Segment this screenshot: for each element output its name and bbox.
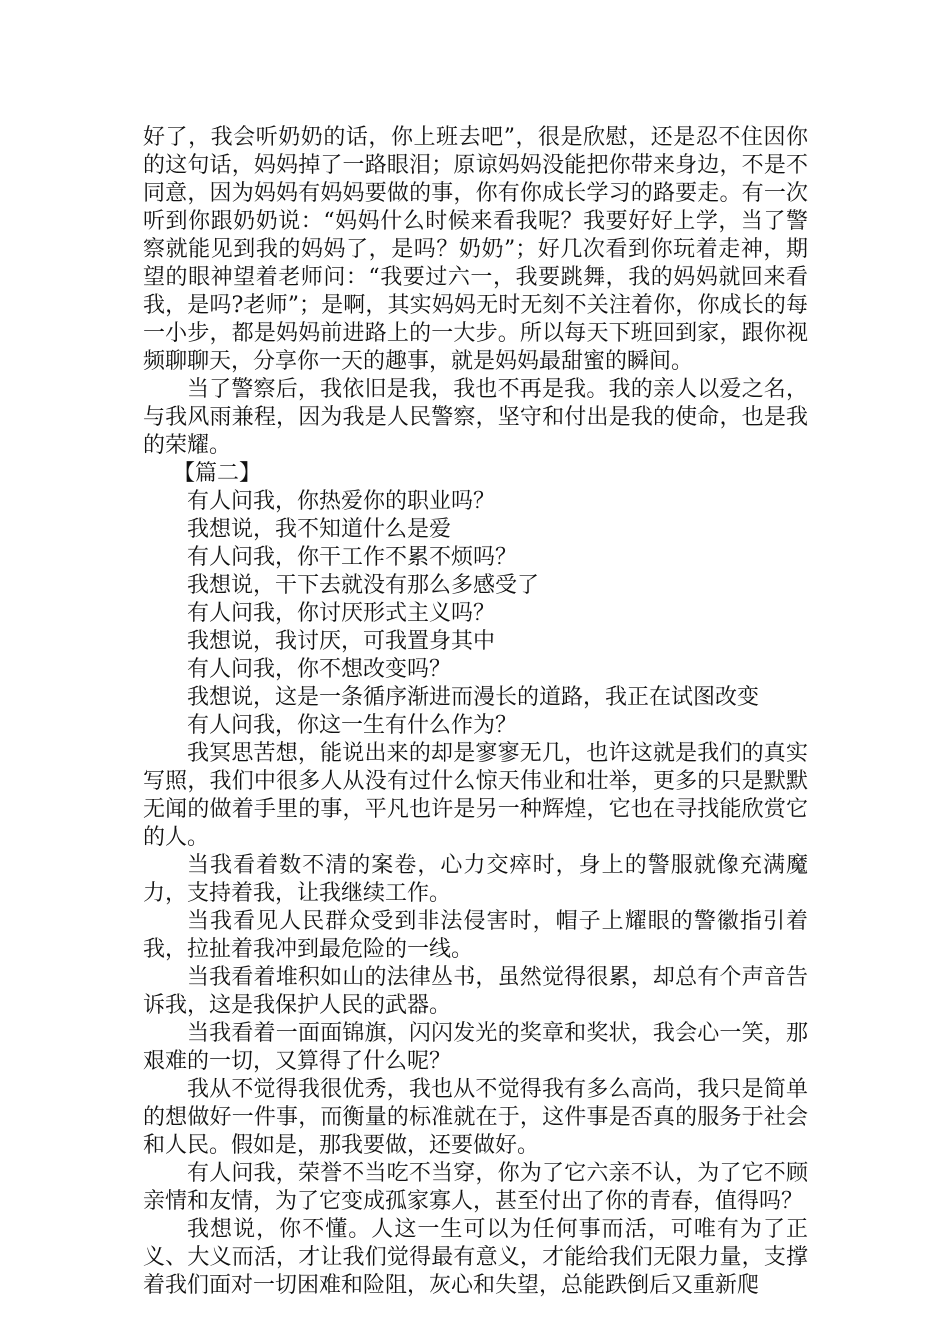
question-line: 有人问我，你干工作不累不烦吗？ <box>187 545 518 570</box>
paragraph: 当我看着数不清的案卷，心力交瘁时，身上的警服就像充满魔力，支持着我，让我继续工作。 <box>143 853 808 906</box>
paragraph-continued: 好了，我会听奶奶的话，你上班去吧”，很是欣慰，还是忍不住因你的这句话，妈妈掉了一路眼泪；原谅妈妈没能把你带来身边，不是不同意，因为妈妈有妈妈要做的事，你有你成长学习的路要走。有一次听到你跟奶奶说：“妈妈什么时候来看我呢？我要好好上学，当了警察就能见到我的妈妈了，是吗？奶奶”；好几次看到你玩着走神，期望的眼神望着老师问：“我要过六一，我要跳舞，我的妈妈就回来看我，是吗?老师”；是啊，其实妈妈无时无刻不关注着你，你成长的每一小步，都是妈妈前进路上的一大步。所以每天下班回到家，跟你视频聊聊天，分享你一天的趣事，就是妈妈最甜蜜的瞬间。 <box>143 125 808 374</box>
question-line: 有人问我，你不想改变吗？ <box>187 657 452 682</box>
section-heading: 【篇二】 <box>173 461 262 486</box>
paragraph: 当我看着堆积如山的法律丛书，虽然觉得很累，却总有个声音告诉我，这是我保护人民的武器。 <box>143 965 808 1018</box>
answer-line: 我想说，我讨厌，可我置身其中 <box>187 629 496 654</box>
document-page <box>143 124 808 1300</box>
question-line: 有人问我，你讨厌形式主义吗？ <box>187 601 496 626</box>
answer-line: 我想说，这是一条循序渐进而漫长的道路，我正在试图改变 <box>187 685 760 710</box>
answer-line: 我想说，我不知道什么是爱 <box>187 517 452 542</box>
paragraph: 我从不觉得我很优秀，我也从不觉得我有多么高尚，我只是简单的想做好一件事，而衡量的标准就在于，这件事是否真的服务于社会和人民。假如是，那我要做，还要做好。 <box>143 1077 808 1158</box>
paragraph: 有人问我，荣誉不当吃不当穿，你为了它六亲不认，为了它不顾亲情和友情，为了它变成孤家寡人，甚至付出了你的青春，值得吗？ <box>143 1161 808 1214</box>
question-line: 有人问我，你热爱你的职业吗？ <box>187 489 496 514</box>
answer-line: 我想说，干下去就没有那么多感受了 <box>187 573 540 598</box>
paragraph: 我想说，你不懂。人这一生可以为任何事而活，可唯有为了正义、大义而活，才让我们觉得最有意义，才能给我们无限力量，支撑着我们面对一切困难和险阻，灰心和失望，总能跌倒后又重新爬 <box>143 1217 808 1298</box>
paragraph: 当我看见人民群众受到非法侵害时，帽子上耀眼的警徽指引着我，拉扯着我冲到最危险的一线。 <box>143 909 808 962</box>
paragraph: 我冥思苦想，能说出来的却是寥寥无几，也许这就是我们的真实写照，我们中很多人从没有过什么惊天伟业和壮举，更多的只是默默无闻的做着手里的事，平凡也许是另一种辉煌，它也在寻找能欣赏它的人。 <box>143 741 808 850</box>
question-line: 有人问我，你这一生有什么作为？ <box>187 713 518 738</box>
paragraph: 当我看着一面面锦旗，闪闪发光的奖章和奖状，我会心一笑，那艰难的一切，又算得了什么呢？ <box>143 1021 808 1074</box>
paragraph: 当了警察后，我依旧是我，我也不再是我。我的亲人以爱之名，与我风雨兼程，因为我是人民警察，坚守和付出是我的使命，也是我的荣耀。 <box>143 377 808 458</box>
